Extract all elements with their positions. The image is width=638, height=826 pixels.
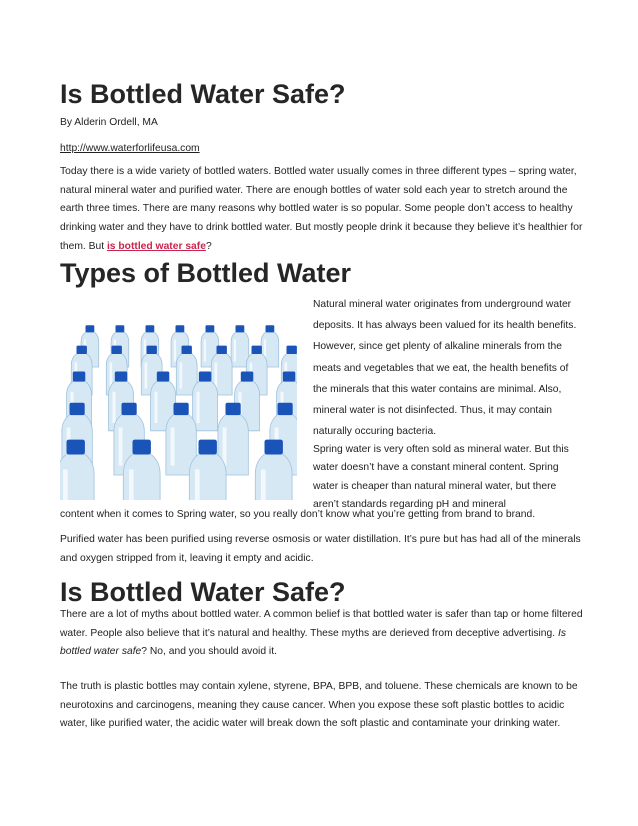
truth-paragraph: The truth is plastic bottles may contain xylene, styrene, BPA, BPB, and toluene. These chemicals are known to be neurotoxins and carcinogens, meaning they cause cancer. When you expose these soft plastic bottles to acidic water, like purified water, the acidic water will break down the soft plastic and contaminate your drinking water. bbox=[60, 681, 578, 730]
water-bottles-image bbox=[60, 306, 297, 500]
myths-italic: Is bottled water safe bbox=[60, 627, 566, 658]
myths-text: There are a lot of myths about bottled water. A common belief is that bottled water is safer than tap or home filtered water. People also believe that it’s natural and healthy. These myths are derieved from deceptive advertising. bbox=[60, 609, 583, 639]
purified-water-paragraph: Purified water has been purified using reverse osmosis or water distillation. It’s pure but has had all of the minerals and oxygen stripped from it, leaving it empty and acidic. bbox=[60, 534, 581, 564]
intro-end: ? bbox=[205, 240, 212, 252]
intro-text: Today there is a wide variety of bottled waters. Bottled water usually comes in three different types – spring water, natural mineral water and purified water. There are enough bottles of water sold each year to stretch around the earth three times. There are many reasons why bottled water is so popular. Some people don’t access to healthy drinking water and they have to drink bottled water. But mostly people drink it because they believe it’s healthier for them. But bbox=[60, 166, 583, 252]
mineral-water-paragraph: Natural mineral water originates from underground water deposits. It has always been valued for its health benefits. However, since get plenty of alkaline minerals from the meats and vegetables that we eat, the health benefits of the minerals that this water contains are minimal. Also, mineral water is not disinfected. Thus, it may contain naturally occuring bacteria. bbox=[313, 299, 577, 438]
section-heading-types: Types of Bottled Water bbox=[60, 258, 352, 288]
page-title: Is Bottled Water Safe? bbox=[60, 79, 346, 109]
intro-paragraph bbox=[60, 163, 585, 257]
spring-water-continuation: content when it comes to Spring water, so you really don’t know what you’re getting from brand to brand. bbox=[60, 509, 536, 520]
byline: By Alderin Ordell, MA bbox=[60, 117, 158, 128]
myths-end: ? No, and you should avoid it. bbox=[141, 646, 277, 658]
water-bottles-illustration bbox=[60, 306, 297, 500]
myths-paragraph bbox=[60, 606, 585, 662]
intro-highlight-link[interactable]: is bottled water safe bbox=[106, 240, 206, 252]
water-bottle bbox=[231, 325, 249, 367]
section-heading-safe: Is Bottled Water Safe? bbox=[60, 577, 346, 607]
spring-water-paragraph: Spring water is very often sold as mineral water. But this water doesn’t have a constant mineral content. Spring water is cheaper than natural mineral water, but there aren’t standards regarding pH and mineral bbox=[313, 444, 569, 510]
source-link[interactable]: http://www.waterforlifeusa.com bbox=[60, 143, 200, 154]
